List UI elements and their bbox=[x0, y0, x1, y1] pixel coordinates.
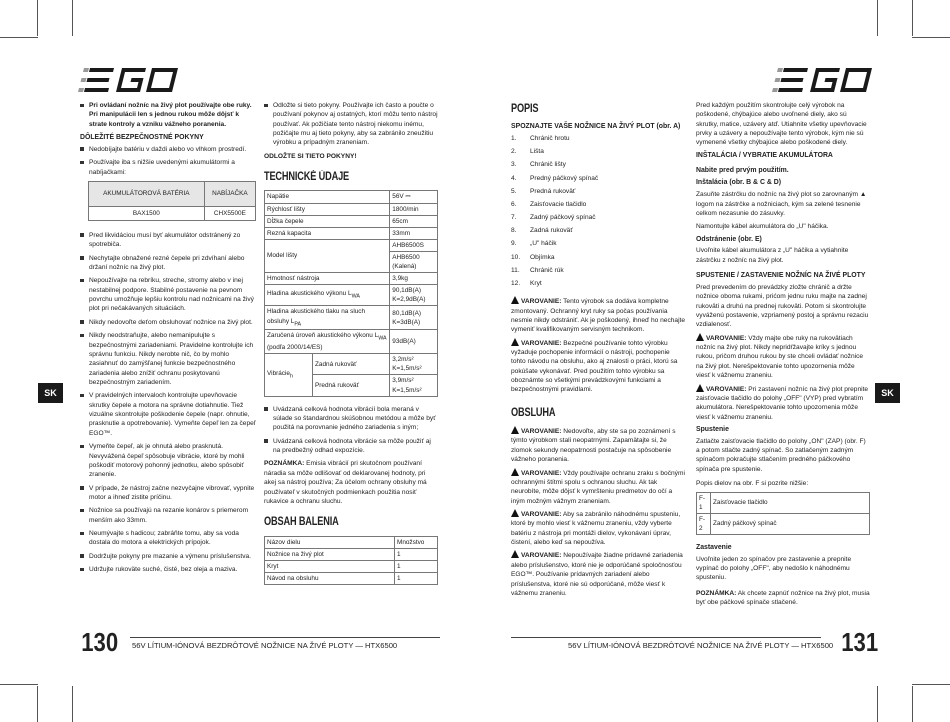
crop-mark bbox=[912, 684, 950, 685]
list-item bbox=[511, 187, 686, 196]
warning-icon bbox=[696, 384, 704, 392]
part-name: Predný páčkový spínač bbox=[530, 174, 599, 182]
list-item bbox=[511, 160, 686, 169]
note-label: POZNÁMKA: bbox=[696, 589, 737, 597]
page-number-left: 130 bbox=[81, 627, 119, 657]
left-column-2 bbox=[264, 101, 438, 585]
list-item bbox=[511, 266, 686, 275]
list-item: Udržujte rukoväte suché, čisté, bez oleja a maziva. bbox=[80, 565, 256, 574]
warning bbox=[511, 296, 686, 334]
list-item: Uvádzaná celková hodnota vibrácií bola meraná v súlade so štandardnou skúšobnou metódou a môže byť použitá na porovnanie jedného zariadenia s iným; bbox=[264, 405, 438, 433]
warning-icon bbox=[696, 333, 704, 341]
spec-label bbox=[265, 330, 390, 354]
save-instructions: ODLOŽTE SI TIETO POKYNY! bbox=[264, 152, 357, 160]
part-name: Zadná rukoväť bbox=[530, 227, 573, 235]
spec-value-line: 3,2m/s² bbox=[392, 356, 414, 364]
list-item: Nechytajte obnažené rezné čepele pri zdvíhaní alebo držaní nožníc na živý plot. bbox=[80, 254, 256, 273]
warning bbox=[511, 338, 686, 395]
crop-mark bbox=[912, 37, 950, 38]
spec-value: 3,9kg bbox=[390, 273, 438, 285]
spec-value-line: 3,9m/s² bbox=[392, 377, 414, 385]
list-item: Neumývajte s hadicou; zabráňte tomu, aby sa voda dostala do motora a elektrických prípojok. bbox=[80, 529, 256, 548]
list-item bbox=[511, 253, 686, 262]
crop-mark bbox=[0, 684, 38, 685]
part-number: 7. bbox=[511, 214, 517, 222]
language-tab-right: SK bbox=[875, 383, 900, 403]
ego-logo bbox=[78, 68, 178, 92]
right-column-1 bbox=[511, 101, 686, 601]
remove-text: Uvoľnite kábel akumulátora z „U" háčika a vytiahnite zástrčku z nožníc na živý plot. bbox=[696, 247, 849, 264]
list-item: Nedobíjajte batériu v daždi alebo vo vlhkom prostredí. bbox=[80, 145, 256, 154]
warning bbox=[511, 509, 686, 547]
spec-label: Napätie bbox=[265, 191, 390, 203]
warning-label: VAROVANIE: bbox=[521, 511, 562, 518]
package-table bbox=[264, 536, 438, 585]
spec-value: 56V ⎓ bbox=[390, 191, 438, 203]
table-cell: Návod na obsluhu bbox=[265, 572, 395, 584]
warning-text: Vždy majte obe ruky na rukovätiach nožníc na živý plot. Nikdy nepridŕžavajte kríky s jednou rukou, pričom druhou rukou by ste chceli ovládať nožnice na živý plot. Nerešpektovanie tohto upozornenia môže viesť k vážnemu zraneniu. bbox=[696, 334, 864, 380]
table-header: NABÍJAČKA bbox=[204, 181, 255, 206]
start-text: Pred prevedením do prevádzky zložte chránič a držte nožnice oboma rukami, prićom jednu ruku majte na zadnej rukoväti a druhú na prednej rukoväti. Potom si skontrolujte vyváženú postavenie, vzpriamený postoj a správnu rezaciu vzdialenosť. bbox=[696, 283, 869, 329]
right-column-2 bbox=[696, 101, 870, 611]
list-item: Nikdy neodstraňujte, alebo nemanipulujte s bezpečnostnými zariadeniami. Pravidelne kontrolujte ich správnu funkciu. Nikdy nerobte nič, čo by mohlo zasiahnuť do zamýšľanej funkcie bezpečnostného zariadenia alebo znížiť ochranu poskytovanú bezpečnostným zariadením. bbox=[80, 331, 256, 387]
list-item: Odložte si tieto pokyny. Používajte ich často a poučte o používaní pokynov aj ostatných, ktorí môžu tento nástroj používať. Ak požičiate tento nástroj niekomu inému, požičajte mu aj tieto pokyny, aby sa zabránilo zneužitiu výrobku a prípadným zraneniam. bbox=[264, 101, 438, 148]
warning-icon bbox=[511, 550, 519, 558]
table-cell: 1 bbox=[395, 548, 438, 560]
spec-label: Predná rukoväť bbox=[313, 375, 390, 396]
install-title: INŠTALÁCIA / VYBRATIE AKUMULÁTORA bbox=[696, 151, 833, 159]
list-item bbox=[511, 239, 686, 248]
part-number: 1. bbox=[511, 135, 517, 143]
crop-mark bbox=[912, 0, 913, 36]
note-text: Emisia vibrácií pri skutočnom používaní náradia sa môže odlišovať od deklarovanej hodnoty, pri akej sa nástroj používa; Za účelom ochrany obsluhy má používateľ v skutočných podmienkach použitia nosiť rukavice a ochranu sluchu. bbox=[264, 460, 427, 505]
spec-label-text: (podľa 2000/14/ES) bbox=[267, 344, 323, 352]
part-number: 4. bbox=[511, 174, 517, 182]
warning-label: VAROVANIE: bbox=[706, 385, 747, 393]
warning-icon bbox=[511, 468, 519, 476]
spec-value bbox=[390, 375, 438, 396]
list-item: Nepoužívajte na rebríku, streche, stromy alebo v inej nestabilnej podpore. Stabilné postavenie na pevnom povrchu umožňuje lepšiu kontrolu nad nožnicami na živý plot pri nečakávaných situáciách. bbox=[80, 276, 256, 313]
charge-title: Nabite pred prvým použitím. bbox=[696, 166, 789, 174]
part-number: 9. bbox=[511, 240, 517, 248]
table-header: AKUMULÁTOROVÁ BATÉRIA bbox=[89, 181, 205, 206]
spec-label-text: Vibrácie bbox=[267, 370, 290, 378]
table-cell: F-1 bbox=[697, 492, 711, 513]
warning bbox=[696, 333, 870, 381]
start-title: SPUSTENIE / ZASTAVENIE NOŽNÍC NA ŽIVÉ PLOTY bbox=[696, 272, 866, 280]
list-item bbox=[511, 213, 686, 222]
warning bbox=[696, 384, 870, 422]
spec-label-text: Hladina akustického výkonu L bbox=[267, 290, 352, 298]
crop-mark bbox=[912, 686, 913, 722]
table-cell: 1 bbox=[395, 572, 438, 584]
note bbox=[264, 459, 438, 506]
spec-value: AHB6500S bbox=[390, 239, 438, 251]
footer-text-right: 56V LÍTIUM-IÓNOVÁ BEZDRÔTOVÉ NOŽNICE NA ŽIVÉ PLOTY — HTX6500 bbox=[568, 641, 834, 650]
warning-text: Pri zastavení nožníc na živý plot prepnite zaisťovacie tlačidlo do polohy „OFF" (VYP) pred vybratím akumulátora. Nerešpektovanie tohto upozornenia môže viesť k vážnemu zraneniu. bbox=[696, 385, 869, 421]
list-item: Uvádzaná celková hodnota vibrácie sa môže použiť aj na predbežný odhad expozície. bbox=[264, 437, 438, 456]
spec-value-line: K=1,5m/s² bbox=[392, 365, 422, 373]
part-name: Objímka bbox=[530, 253, 555, 261]
list-item: Pred likvidáciou musí byť akumulátor odstránený zo spotrebiča. bbox=[80, 231, 256, 250]
spec-label: Rezná kapacita bbox=[265, 227, 390, 239]
spec-value-line: K=1,5m/s² bbox=[392, 386, 422, 394]
spec-label: Rýchlosť lišty bbox=[265, 203, 390, 215]
spec-value: 93dB(A) bbox=[390, 330, 438, 354]
warning-label: VAROVANIE: bbox=[706, 334, 747, 342]
warning bbox=[511, 550, 686, 598]
spec-label bbox=[265, 306, 390, 330]
part-name: Chránič rúk bbox=[530, 266, 564, 274]
table-cell: Zaisťovacie tlačidlo bbox=[711, 492, 870, 513]
spec-value-line: K=2,9dB(A) bbox=[392, 296, 426, 304]
spec-label: Hmotnosť nástroja bbox=[265, 273, 390, 285]
crop-mark bbox=[37, 0, 38, 36]
spec-value-line: K=3dB(A) bbox=[392, 318, 421, 326]
spec-value: AHB6500 (Kalená) bbox=[390, 251, 438, 272]
spec-label-text: Zaručená úroveň akustického výkonu L bbox=[267, 332, 379, 340]
spustenie-text: Zatlačte zaisťovacie tlačidlo do polohy „ON" (ZAP) (obr. F) a potom stlačte zadný spínač. So zatlačeným zadným spínačom pokračujte stlačením predného páčkového spínača pre spustenie. bbox=[696, 437, 866, 473]
specs-table bbox=[264, 190, 438, 396]
table-cell: F-2 bbox=[697, 513, 711, 534]
page-number-right: 131 bbox=[841, 627, 879, 657]
part-name: „U" háčik bbox=[530, 240, 557, 248]
warning-text: Nedovoľte, aby ste sa po zoznámení s týmto výrobkom stali neopatrnými. Zapamätajte si, že zlomok sekundy neopatrnosti postačuje na spôsobenie vážneho poranenia. bbox=[511, 428, 676, 464]
spec-label-sub: WA bbox=[378, 335, 387, 342]
part-name: Lišta bbox=[530, 148, 544, 156]
list-item: V pravidelných intervaloch kontrolujte upevňovacie skrutky čepele a motora na správne dotiahnutie. Tiež vizuálne skontrolujte poškodenie čepele (napr. ohnutie, prasknutie a opotrebovanie). Vymeňte čepeľ len za čepeľ EGO™. bbox=[80, 391, 256, 438]
note bbox=[696, 589, 870, 608]
warning-icon bbox=[511, 426, 519, 434]
table-cell: Zadný páčkový spínač bbox=[711, 513, 870, 534]
part-name: Zadný páčkový spínač bbox=[530, 214, 596, 222]
footer-rule bbox=[130, 637, 440, 638]
part-name: Kryt bbox=[530, 279, 542, 287]
table-cell: Kryt bbox=[265, 560, 395, 572]
warning-text: Tento výrobok sa dodáva kompletne zmontovaný. Ochranný kryt ruky sa počas používania nesmie nikdy odstrániť. Ak je poškodený, ihneď ho nechajte vymeniť kvalifikovaným servisným technikom. bbox=[511, 298, 686, 334]
crop-mark bbox=[72, 686, 73, 722]
part-name: Chránič hrotu bbox=[530, 135, 570, 143]
spec-label: Zadná rukoväť bbox=[313, 354, 390, 375]
spec-label-sub: PA bbox=[294, 320, 302, 327]
intro-text: Pred každým použitím skontrolujte celý výrobok na poškodené, chýbajúce alebo uvoľnené diely, ako sú skrutky, matice, uzávery atď. Utiahnite všetky upevňovacie prvky a uzávery a nepoužívajte tento výrobok, kým nie sú vymenené všetky chýbajúce alebo poškodené diely. bbox=[696, 102, 867, 147]
spustenie-title: Spustenie bbox=[696, 425, 729, 433]
list-item bbox=[511, 174, 686, 183]
note-label: POZNÁMKA: bbox=[264, 460, 305, 468]
install-subtitle: Inštalácia (obr. B & C & D) bbox=[696, 179, 781, 187]
battery-table bbox=[88, 181, 256, 221]
spec-value: 1800/min bbox=[390, 203, 438, 215]
warning bbox=[511, 426, 686, 464]
table-cell: Nožnice na živý plot bbox=[265, 548, 395, 560]
list-item bbox=[511, 279, 686, 288]
table-cell: 1 bbox=[395, 560, 438, 572]
part-number: 10. bbox=[511, 253, 521, 261]
ego-logo bbox=[772, 68, 872, 92]
part-number: 2. bbox=[511, 148, 517, 156]
obsluha-title: OBSLUHA bbox=[511, 406, 556, 419]
note-text: Ak chcete zapnúť nožnice na živý plot, musia byť obe páčkové spínače stlačené. bbox=[696, 589, 870, 607]
warning-label: VAROVANIE: bbox=[521, 298, 562, 306]
warning-label: VAROVANIE: bbox=[521, 339, 562, 347]
zastavenie-title: Zastavenie bbox=[696, 543, 732, 551]
spec-label bbox=[265, 285, 390, 306]
warning-icon bbox=[511, 296, 519, 304]
part-name: Predná rukoväť bbox=[530, 187, 576, 195]
warning bbox=[511, 468, 686, 506]
warning-label: VAROVANIE: bbox=[521, 428, 562, 436]
parts-list bbox=[511, 134, 686, 288]
part-number: 3. bbox=[511, 161, 517, 169]
crop-mark bbox=[37, 686, 38, 722]
list-item: Nožnice sa používajú na rezanie konárov s priemerom menším ako 33mm. bbox=[80, 506, 256, 525]
part-number: 12. bbox=[511, 279, 521, 287]
list-item bbox=[511, 134, 686, 143]
figure-table bbox=[696, 492, 870, 535]
crop-mark bbox=[877, 0, 878, 36]
spec-label-sub: h bbox=[289, 373, 293, 380]
part-number: 5. bbox=[511, 187, 517, 195]
left-column-1 bbox=[80, 101, 256, 578]
spec-value bbox=[390, 354, 438, 375]
spec-value: 65cm bbox=[390, 215, 438, 227]
warning-text: Bezpečné používanie tohto výrobku vyžaduje pochopenie informácií o nástroji, pochopenie tohto návodu na obsluhu, ako aj znalosti o práci, ktorú sa pokúšate vykonávať. Pred použitím tohto výrobku sa oboznámte so všetkými prevádzkovými funkciami a bezpečnostnými pravidlami. bbox=[511, 339, 678, 394]
warning-text: Nepoužívajte žiadne prídavné zariadenia alebo príslušenstvo, ktoré nie je odporúčané spoločnosťou EGO™. Používanie prídavných zariadení alebo príslušenstva, ktoré nie sú odporúčané, môže viesť k vážnemu zraneniu. bbox=[511, 552, 683, 597]
spec-label bbox=[265, 354, 313, 396]
part-name: Chránič lišty bbox=[530, 161, 566, 169]
list-item: Nikdy nedovoľte deťom obsluhovať nožnice na živý plot. bbox=[80, 318, 256, 327]
figure-intro: Popis dielov na obr. F si pozrite nižšie: bbox=[696, 480, 809, 488]
spec-label: Dĺžka čepele bbox=[265, 215, 390, 227]
list-item bbox=[511, 147, 686, 156]
table-cell: BAX1500 bbox=[89, 206, 205, 220]
spec-label-sub: WA bbox=[351, 293, 360, 300]
zastavenie-text: Uvoľnite jeden zo spínačov pre zastavenie a prepnite vypínač do polohy „OFF", aby nedošlo k náhodnému spusteniu. bbox=[696, 555, 852, 582]
warning-text: Aby sa zabránilo náhodnému spusteniu, ktoré by mohlo viesť k vážnemu zraneniu, vždy vyberte batériu z nástroja pri montáži dielov, vykonávaní úprav, čistení, alebo keď sa nepoužíva. bbox=[511, 511, 681, 547]
spec-label-text: Hladina akustického tlaku na sluch obsluhy L bbox=[267, 308, 366, 325]
spec-label: Model lišty bbox=[265, 239, 390, 272]
spec-value-line: 80,1dB(A) bbox=[392, 309, 422, 317]
install-text: Zasuňte zástrčku do nožníc na živý plot so zarovnaným ▲ logom na zástrčke a nožniciach, kým sa zelené tesnenie celkom nezasunie do zásuvky. bbox=[696, 191, 867, 217]
list-item: Vymeňte čepeľ, ak je ohnutá alebo prasknutá. Nevyvážená čepeľ spôsobuje vibrácie, ktoré by mohli poškodiť motorový pohonný jednotku, alebo spôsobiť zranenie. bbox=[80, 442, 256, 479]
spec-value: 33mm bbox=[390, 227, 438, 239]
footer-rule bbox=[511, 637, 821, 638]
warning-icon bbox=[511, 509, 519, 517]
section-heading: DÔLEŽITÉ BEZPEČNOSTNÉ POKYNY bbox=[80, 134, 204, 142]
warning-label: VAROVANIE: bbox=[521, 469, 562, 477]
specs-title: TECHNICKÉ ÚDAJE bbox=[264, 171, 350, 184]
footer-text-left: 56V LÍTIUM-IÓNOVÁ BEZDRÔTOVÉ NOŽNICE NA ŽIVÉ PLOTY — HTX6500 bbox=[132, 641, 398, 650]
spec-value-line: 90,1dB(A) bbox=[392, 287, 422, 295]
cable-text: Namontujte kábel akumulátora do „U" háčika. bbox=[696, 223, 829, 231]
language-tab-left: SK bbox=[38, 383, 63, 403]
part-name: Zaisťovacie tlačidlo bbox=[530, 200, 587, 208]
spec-value bbox=[390, 285, 438, 306]
list-item: V prípade, že nástroj začne nezvyčajne vibrovať, vypnite motor a ihneď zistite príčinu. bbox=[80, 484, 256, 503]
spec-value bbox=[390, 306, 438, 330]
warning-text: Vždy používajte ochranu zraku s bočnými ochrannými štítmi spolu s ochranou sluchu. Ak tak neurobíte, môže dôjsť k vymršteniu predmetov do očí a iným možným vážnym zraneniam. bbox=[511, 469, 685, 505]
list-item: Dodržujte pokyny pre mazanie a výmenu príslušenstva. bbox=[80, 552, 256, 561]
popis-subtitle: SPOZNAJTE VAŠE NOŽNICE NA ŽIVÝ PLOT (obr. A) bbox=[511, 123, 681, 131]
table-header: Názov dielu bbox=[265, 536, 395, 548]
crop-mark bbox=[877, 686, 878, 722]
part-number: 6. bbox=[511, 200, 517, 208]
part-number: 11. bbox=[511, 266, 520, 274]
list-item bbox=[511, 226, 686, 235]
part-number: 8. bbox=[511, 227, 517, 235]
popis-title: POPIS bbox=[511, 103, 539, 115]
warning-label: VAROVANIE: bbox=[521, 552, 562, 560]
warning-icon bbox=[511, 338, 519, 346]
crop-mark bbox=[72, 0, 73, 36]
crop-mark bbox=[0, 37, 38, 38]
package-title: OBSAH BALENIA bbox=[264, 516, 339, 529]
table-header: Množstvo bbox=[395, 536, 438, 548]
list-item: Pri ovládaní nožníc na živý plot používajte obe ruky. Pri manipulácii len s jednou rukou môže dôjsť k strate kontroly a vzniku vážneho poranenia. bbox=[80, 101, 256, 129]
list-item: Používajte iba s nižšie uvedenými akumulátormi a nabíjačkami: bbox=[80, 158, 256, 177]
list-item bbox=[511, 200, 686, 209]
remove-title: Odstránenie (obr. E) bbox=[696, 235, 762, 243]
table-cell: CHX5500E bbox=[204, 206, 255, 220]
